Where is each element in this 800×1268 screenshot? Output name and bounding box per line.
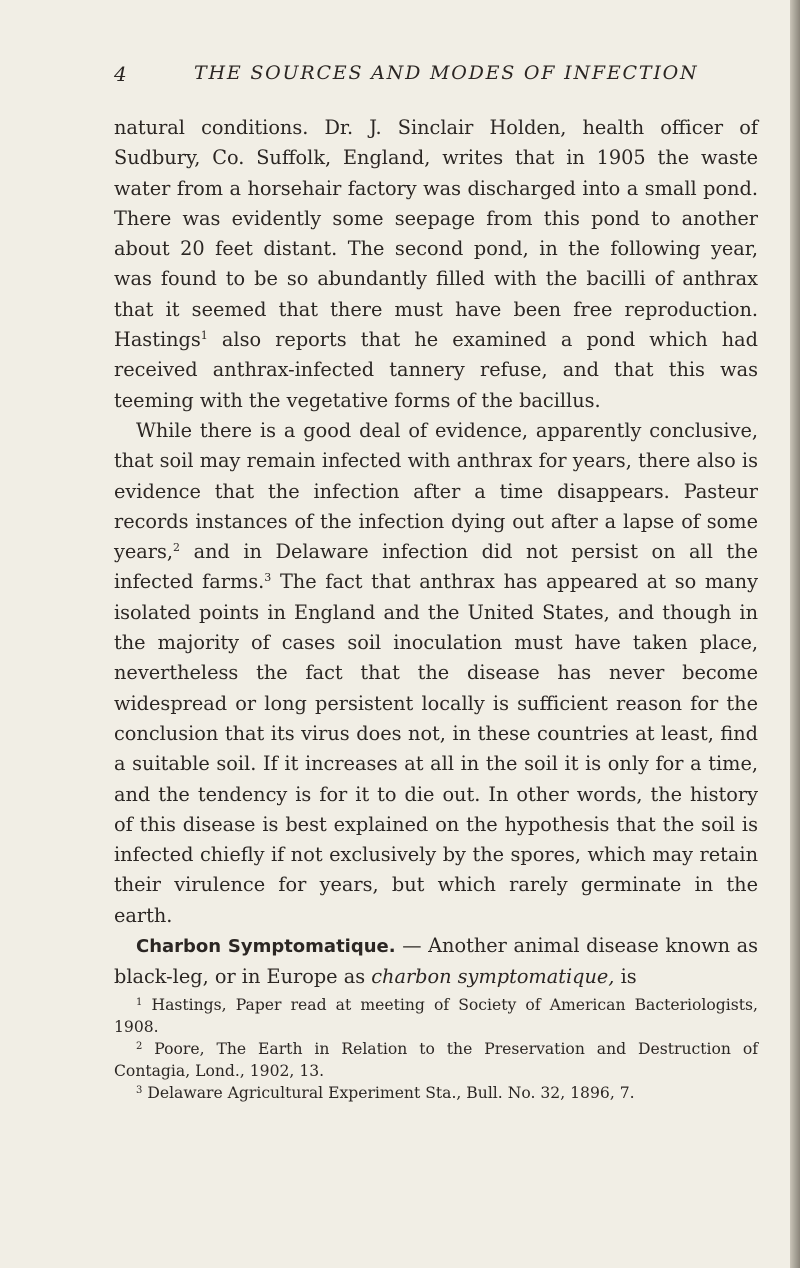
paragraph-1-text-a: natural conditions. Dr. J. Sinclair Holden, health officer of Sudbury, Co. Suffolk, England, writes that in 1905 the waste water from a horsehair factory was discharged into a small pond. There was evidently some seepage from this pond to another about 20 feet distant. The second pond, in the following year, was found to be so abundantly filled with the bacilli of anthrax that it seemed that there must have been free reproduction. Hastings — [114, 116, 758, 352]
footnote-3 — [114, 1082, 758, 1104]
running-title: THE SOURCES AND MODES OF INFECTION — [194, 62, 699, 84]
paragraph-2-text-c: The fact that anthrax has appeared at so many isolated points in England and the United States, and though in the majority of cases soil inoculation must have taken place, nevertheless the fact that the disease has never become widespread or long persistent locally is sufficient reason for the conclusion that its virus does not, in these countries at least, find a suitable soil. If it increases at all in the soil it is only for a time, and the tendency is for it to die out. In other words, the history of this disease is best explained on the hypothesis that the soil is infected chiefly if not exclusively by the spores, which may retain their virulence for years, but which rarely germinate in the earth. — [114, 570, 758, 927]
footnote-1 — [114, 994, 758, 1038]
footnote-1-mark: 1 — [136, 997, 143, 1008]
footnote-ref-2: 2 — [173, 541, 181, 555]
footnote-2-mark: 2 — [136, 1041, 143, 1052]
paragraph-3 — [114, 931, 758, 993]
footnote-2-text: Poore, The Earth in Relation to the Preservation and Destruction of Contagia, Lond., 1902, 13. — [114, 1040, 758, 1080]
page-edge-shadow — [790, 0, 800, 1268]
paragraph-2-text-a: While there is a good deal of evidence, apparently conclusive, that soil may remain infected with anthrax for years, there also is evidence that the infection after a time disappears. Pasteur records instances of the infection dying out after a lapse of some years, — [114, 418, 758, 564]
page-header — [114, 62, 754, 92]
body-text — [114, 113, 758, 993]
footnote-ref-1: 1 — [200, 329, 208, 343]
footnote-ref-3: 3 — [264, 571, 272, 585]
footnotes — [114, 994, 758, 1104]
footnote-3-text: Delaware Agricultural Experiment Sta., Bull. No. 32, 1896, 7. — [142, 1084, 635, 1102]
paragraph-2-text-b: and in Delaware infection did not persist on all the infected farms. — [114, 540, 758, 594]
footnote-3-mark: 3 — [136, 1085, 143, 1096]
paragraph-3-text-a: — Another animal disease known as black-leg, or in Europe as — [114, 934, 758, 989]
paragraph-1-text-b: also reports that he examined a pond which had received anthrax-infected tannery refuse, and that this was teeming with the vegetative forms of the bacillus. — [114, 328, 758, 412]
section-run-in-heading: Charbon Symptomatique. — [136, 936, 396, 958]
footnote-1-text: Hastings, Paper read at meeting of Society of American Bacteriologists, 1908. — [114, 996, 758, 1036]
footnote-2 — [114, 1038, 758, 1082]
paragraph-1 — [114, 113, 758, 416]
paragraph-2 — [114, 416, 758, 931]
paragraph-3-text-b: is — [614, 965, 637, 989]
page-number: 4 — [114, 62, 127, 86]
paragraph-3-italic-term: charbon symptomatique, — [371, 965, 615, 989]
